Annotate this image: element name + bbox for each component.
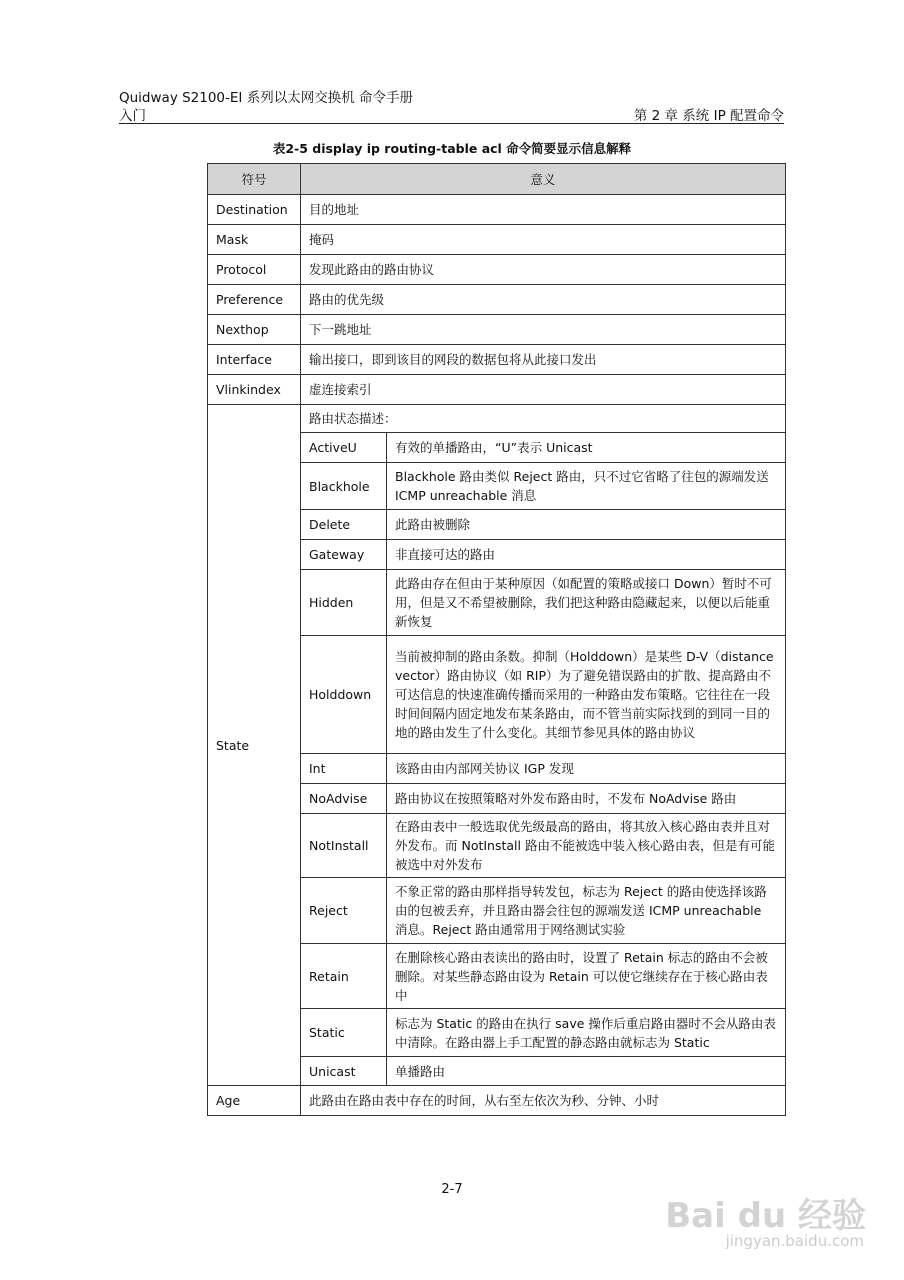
state-desc-cell: 不象正常的路由那样指导转发包，标志为 Reject 的路由使选择该路由的包被丢弃，并且路由器会往包的源端发送 ICMP unreachable 消息。Reject 路由通常用于网络测试实验 [387,878,786,944]
state-desc-cell: 该路由由内部网关协议 IGP 发现 [387,754,786,784]
symbol-cell: Vlinkindex [208,375,301,405]
table-row [208,225,786,255]
header-meaning: 意义 [301,164,786,195]
meaning-cell: 发现此路由的路由协议 [301,255,786,285]
state-name-cell: Delete [301,510,387,540]
state-name-cell: Unicast [301,1057,387,1086]
info-table [207,163,786,1116]
symbol-cell: Age [208,1086,301,1116]
header-symbol: 符号 [208,164,301,195]
table-caption: 表2-5 display ip routing-table acl 命令简要显示信息解释 [272,141,632,156]
section-label: 入门 [119,108,146,124]
state-desc-cell: 当前被抑制的路由条数。抑制（Holddown）是某些 D-V（distance vector）路由协议（如 RIP）为了避免错误路由的扩散、提高路由不可达信息的快速准确传播而采用的一种路由发布策略。它往往在一段时间间隔内固定地发布某条路由，而不管当前实际找到的到同一目的地的路由发生了什么变化。其细节参见具体的路由协议 [387,636,786,754]
table-header-row [208,164,786,195]
symbol-cell: Mask [208,225,301,255]
state-name-cell: Blackhole [301,463,387,510]
table-row [208,255,786,285]
header-rule [119,123,784,124]
meaning-cell: 虚连接索引 [301,375,786,405]
symbol-cell: Destination [208,195,301,225]
meaning-cell: 路由的优先级 [301,285,786,315]
state-desc-cell: 在删除核心路由表读出的路由时，设置了 Retain 标志的路由不会被删除。对某些静态路由设为 Retain 可以使它继续存在于核心路由表中 [387,944,786,1009]
table-row [208,315,786,345]
state-name-cell: ActiveU [301,433,387,463]
state-desc-cell: 路由协议在按照策略对外发布路由时，不发布 NoAdvise 路由 [387,784,786,814]
state-desc-cell: Blackhole 路由类似 Reject 路由，只不过它省略了往包的源端发送 ICMP unreachable 消息 [387,463,786,510]
state-name-cell: Static [301,1009,387,1057]
table-row [208,195,786,225]
table-row [208,375,786,405]
state-name-cell: Int [301,754,387,784]
table-row [208,345,786,375]
state-name-cell: NotInstall [301,814,387,878]
table-row [208,285,786,315]
state-desc-cell: 此路由存在但由于某种原因（如配置的策略或接口 Down）暂时不可用，但是又不希望被删除，我们把这种路由隐藏起来，以便以后能重新恢复 [387,570,786,636]
state-desc-cell: 有效的单播路由，“U”表示 Unicast [387,433,786,463]
state-desc-cell: 标志为 Static 的路由在执行 save 操作后重启路由器时不会从路由表中清除。在路由器上手工配置的静态路由就标志为 Static [387,1009,786,1057]
page-number: 2-7 [441,1182,463,1197]
chapter-label: 第 2 章 系统 IP 配置命令 [633,108,784,124]
meaning-cell: 此路由在路由表中存在的时间，从右至左依次为秒、分钟、小时 [301,1086,786,1116]
state-name-cell: Holddown [301,636,387,754]
watermark-url: jingyan.baidu.com [725,1232,864,1250]
symbol-cell: State [208,405,301,1086]
meaning-cell: 掩码 [301,225,786,255]
symbol-cell: Interface [208,345,301,375]
meaning-cell: 输出接口，即到该目的网段的数据包将从此接口发出 [301,345,786,375]
table-row-state [208,405,786,433]
document-title: Quidway S2100-EI 系列以太网交换机 命令手册 [119,90,413,106]
state-desc-cell: 非直接可达的路由 [387,540,786,570]
state-name-cell: Gateway [301,540,387,570]
state-intro: 路由状态描述： [301,405,786,433]
watermark-logo: Bai du 经验 [665,1196,866,1236]
symbol-cell: Preference [208,285,301,315]
symbol-cell: Protocol [208,255,301,285]
state-desc-cell: 此路由被删除 [387,510,786,540]
meaning-cell: 目的地址 [301,195,786,225]
state-name-cell: NoAdvise [301,784,387,814]
state-name-cell: Retain [301,944,387,1009]
state-desc-cell: 在路由表中一般选取优先级最高的路由，将其放入核心路由表并且对外发布。而 NotInstall 路由不能被选中装入核心路由表，但是有可能被选中对外发布 [387,814,786,878]
table-row [208,1086,786,1116]
symbol-cell: Nexthop [208,315,301,345]
state-name-cell: Reject [301,878,387,944]
meaning-cell: 下一跳地址 [301,315,786,345]
state-name-cell: Hidden [301,570,387,636]
state-desc-cell: 单播路由 [387,1057,786,1086]
